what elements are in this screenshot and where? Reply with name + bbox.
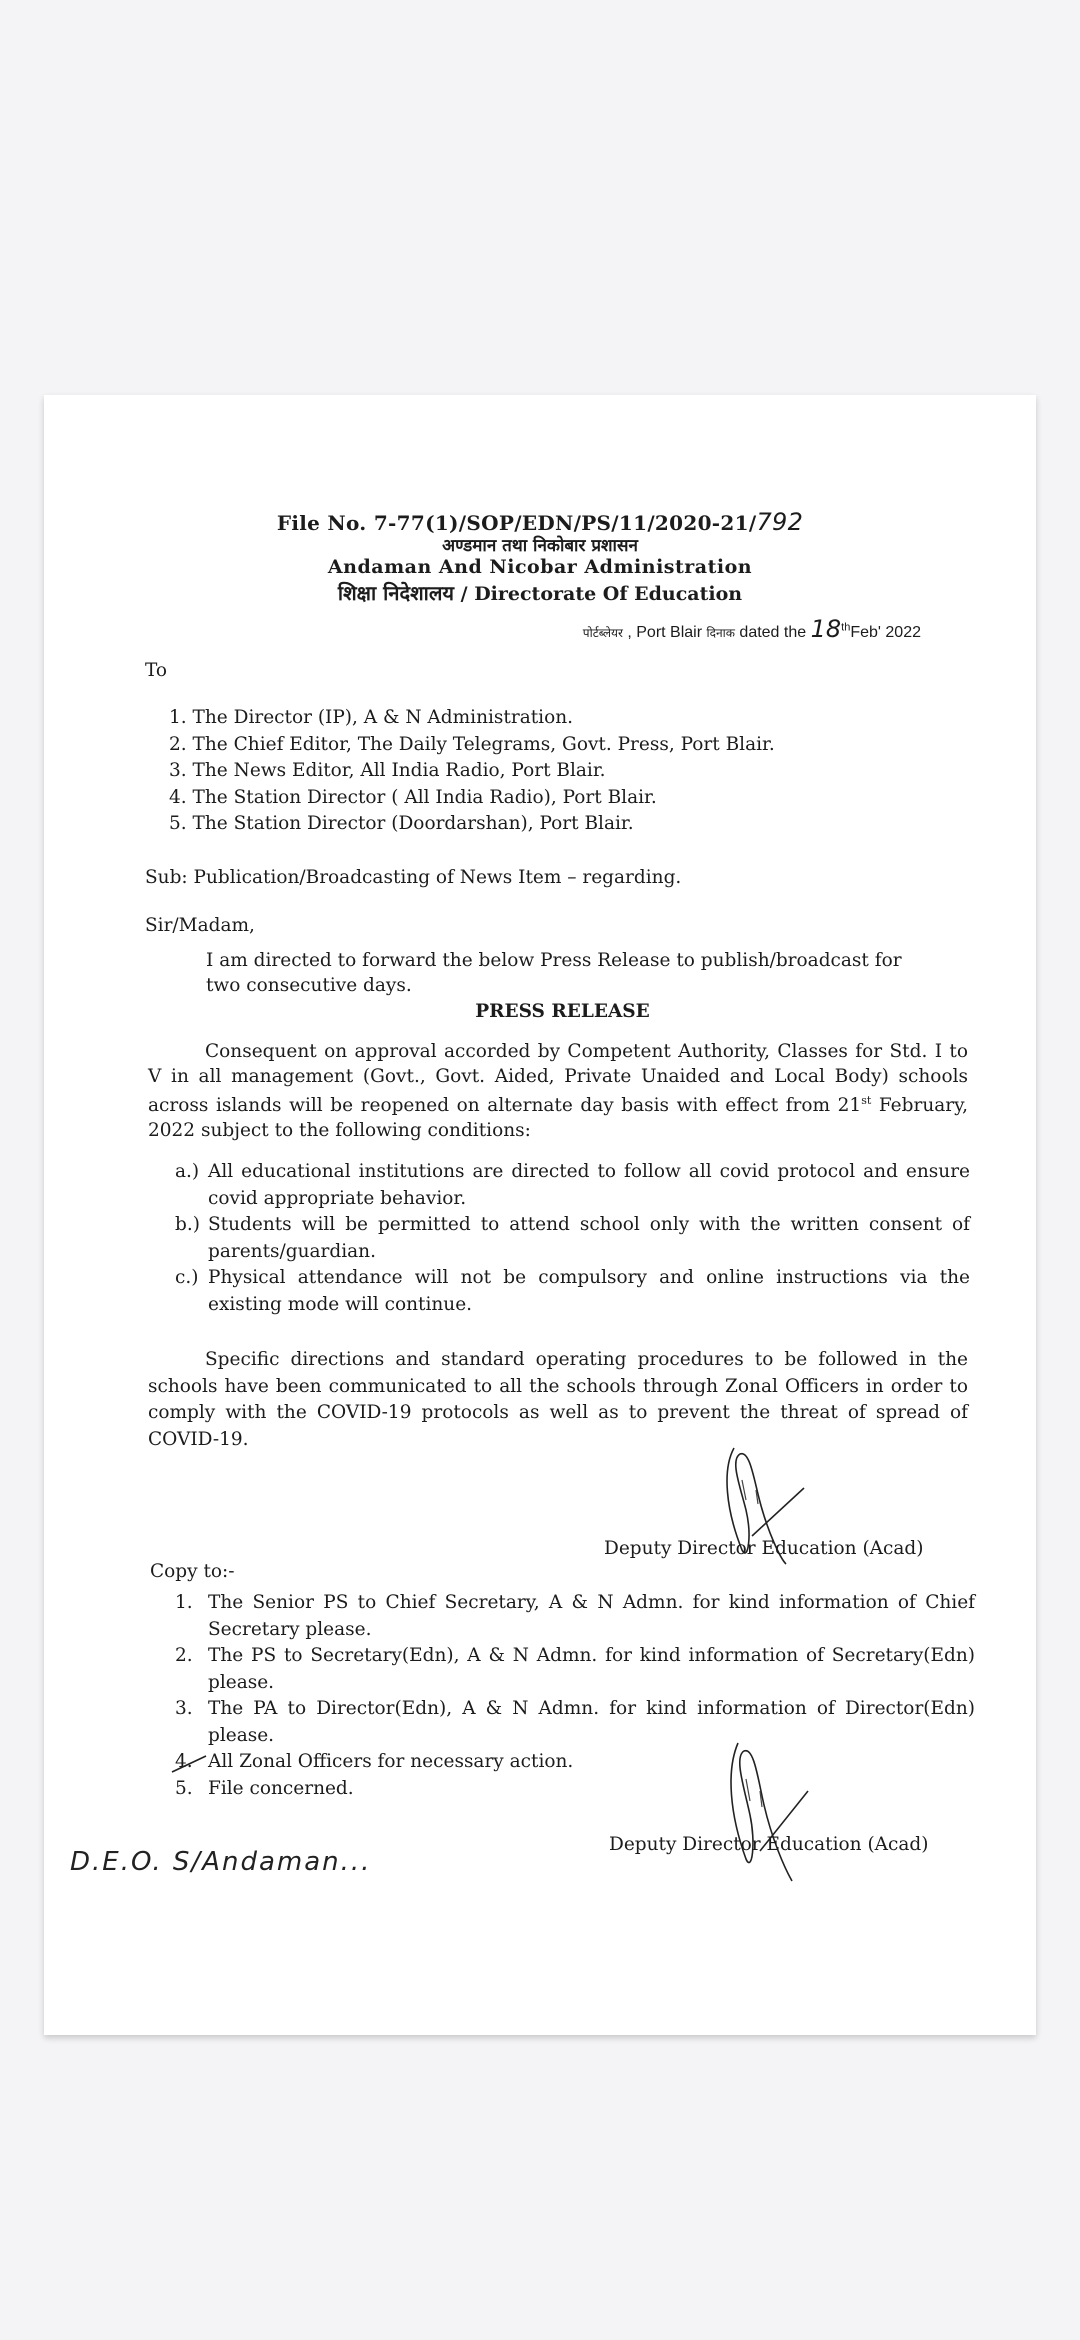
condition-item — [175, 1265, 970, 1318]
copy-to-text: The Senior PS to Chief Secretary, A & N Admn. for kind information of Chief Secretary please. — [208, 1592, 975, 1640]
condition-label: a.) — [175, 1161, 200, 1182]
directorate-line — [44, 579, 1036, 606]
copy-to-text: The PA to Director(Edn), A & N Admn. for kind information of Director(Edn) please. — [208, 1698, 975, 1746]
body-date-suffix: st — [861, 1094, 872, 1107]
document-page — [44, 395, 1036, 2035]
file-number-text: File No. 7-77(1)/SOP/EDN/PS/11/2020-21/ — [276, 511, 757, 535]
body-main-text: Consequent on approval accorded by Competent Authority, Classes for Std. I to V in all management (Govt., Govt. Aided, Private Unaided and Local Body) schools across islands will be reopened on alternate day basis with effect from 21 — [148, 1041, 968, 1117]
addressee-text: The Station Director ( All India Radio), Port Blair. — [192, 786, 657, 808]
press-release-body — [148, 1040, 968, 1143]
hindi-place: पोर्टब्लेयर — [582, 626, 623, 640]
signatory-2: Deputy Director Education (Acad) — [609, 1834, 929, 1855]
copy-to-number: 2. — [175, 1645, 193, 1666]
place: , Port Blair — [622, 624, 707, 641]
copy-to-label: Copy to:- — [150, 1561, 235, 1582]
signatory-1: Deputy Director Education (Acad) — [604, 1538, 924, 1559]
file-number — [44, 508, 1036, 536]
directorate-separator: / — [454, 583, 475, 605]
copy-to-item — [175, 1749, 975, 1776]
addressee-number: 3. — [169, 760, 187, 781]
copy-to-item — [175, 1776, 975, 1803]
copy-to-number: 4. — [175, 1751, 193, 1772]
condition-label: b.) — [175, 1214, 200, 1235]
addressee-text: The Station Director (Doordarshan), Port Blair. — [192, 813, 634, 834]
addressee-text: The Director (IP), A & N Administration. — [192, 707, 574, 728]
salutation: Sir/Madam, — [145, 915, 255, 936]
condition-text: All educational institutions are directed to follow all covid protocol and ensure covid appropriate behavior. — [208, 1161, 970, 1209]
addressee-item — [169, 732, 775, 759]
intro-line-1: I am directed to forward the below Press Release to publish/broadcast for — [206, 950, 902, 971]
closing-paragraph — [148, 1347, 968, 1453]
copy-to-text: File concerned. — [208, 1777, 354, 1799]
addressee-number: 2. — [169, 733, 187, 755]
condition-text: Students will be permitted to attend school only with the written consent of parents/guardian. — [208, 1214, 970, 1262]
press-release-title: PRESS RELEASE — [475, 1001, 650, 1022]
hindi-date: दिनाक — [706, 626, 735, 640]
to-label: To — [145, 660, 168, 681]
copy-to-text: All Zonal Officers for necessary action. — [208, 1751, 574, 1772]
body-end-text: February, 2022 subject to the following conditions: — [148, 1095, 968, 1141]
addressee-number: 1. — [169, 707, 187, 728]
addressee-item — [169, 811, 775, 838]
condition-text: Physical attendance will not be compulsory and online instructions via the existing mode will continue. — [208, 1267, 970, 1315]
condition-item — [175, 1212, 970, 1265]
hindi-directorate: शिक्षा निदेशालय — [337, 581, 455, 605]
tick-mark-icon — [170, 1750, 210, 1780]
addressee-text: The News Editor, All India Radio, Port Blair. — [192, 760, 606, 781]
administration-name: Andaman And Nicobar Administration — [327, 556, 753, 578]
addressee-list — [169, 705, 775, 838]
dated-the: dated the — [734, 624, 811, 641]
copy-to-list — [175, 1590, 975, 1802]
condition-label: c.) — [175, 1267, 199, 1288]
date-day-suffix: th — [841, 621, 851, 634]
copy-to-number: 1. — [175, 1592, 193, 1613]
copy-to-item — [175, 1696, 975, 1749]
copy-to-text: The PS to Secretary(Edn), A & N Admn. for kind information of Secretary(Edn) please. — [208, 1645, 975, 1693]
condition-item — [175, 1159, 970, 1212]
closing-text: Specific directions and standard operating procedures to be followed in the schools have been communicated to all the schools through Zonal Officers in order to comply with the COVID-19 protocols as well as to prevent the threat of spread of COVID-19. — [148, 1349, 968, 1450]
intro-line-2: two consecutive days. — [206, 974, 412, 996]
intro-paragraph — [206, 949, 902, 998]
addressee-number: 5. — [169, 813, 187, 834]
addressee-item — [169, 785, 775, 812]
signature-2 — [716, 1735, 826, 1885]
date-month-year: Feb' 2022 — [850, 624, 921, 641]
addressee-item — [169, 758, 775, 785]
directorate-name: Directorate Of Education — [474, 583, 743, 605]
conditions-list — [175, 1159, 970, 1318]
addressee-number: 4. — [169, 786, 187, 808]
copy-to-number: 5. — [175, 1777, 193, 1799]
addressee-item — [169, 705, 775, 732]
handwritten-note: D.E.O. S/Andaman... — [70, 1847, 372, 1877]
hindi-administration: अण्डमान तथा निकोबार प्रशासन — [442, 536, 638, 556]
date-day-handwritten: 18 — [810, 615, 842, 643]
copy-to-number: 3. — [175, 1698, 193, 1719]
copy-to-item — [175, 1643, 975, 1696]
dateline — [583, 615, 921, 643]
addressee-text: The Chief Editor, The Daily Telegrams, Govt. Press, Port Blair. — [192, 733, 775, 755]
subject-line: Sub: Publication/Broadcasting of News Item – regarding. — [145, 867, 682, 888]
file-number-handwritten: 792 — [756, 508, 804, 536]
copy-to-item — [175, 1590, 975, 1643]
